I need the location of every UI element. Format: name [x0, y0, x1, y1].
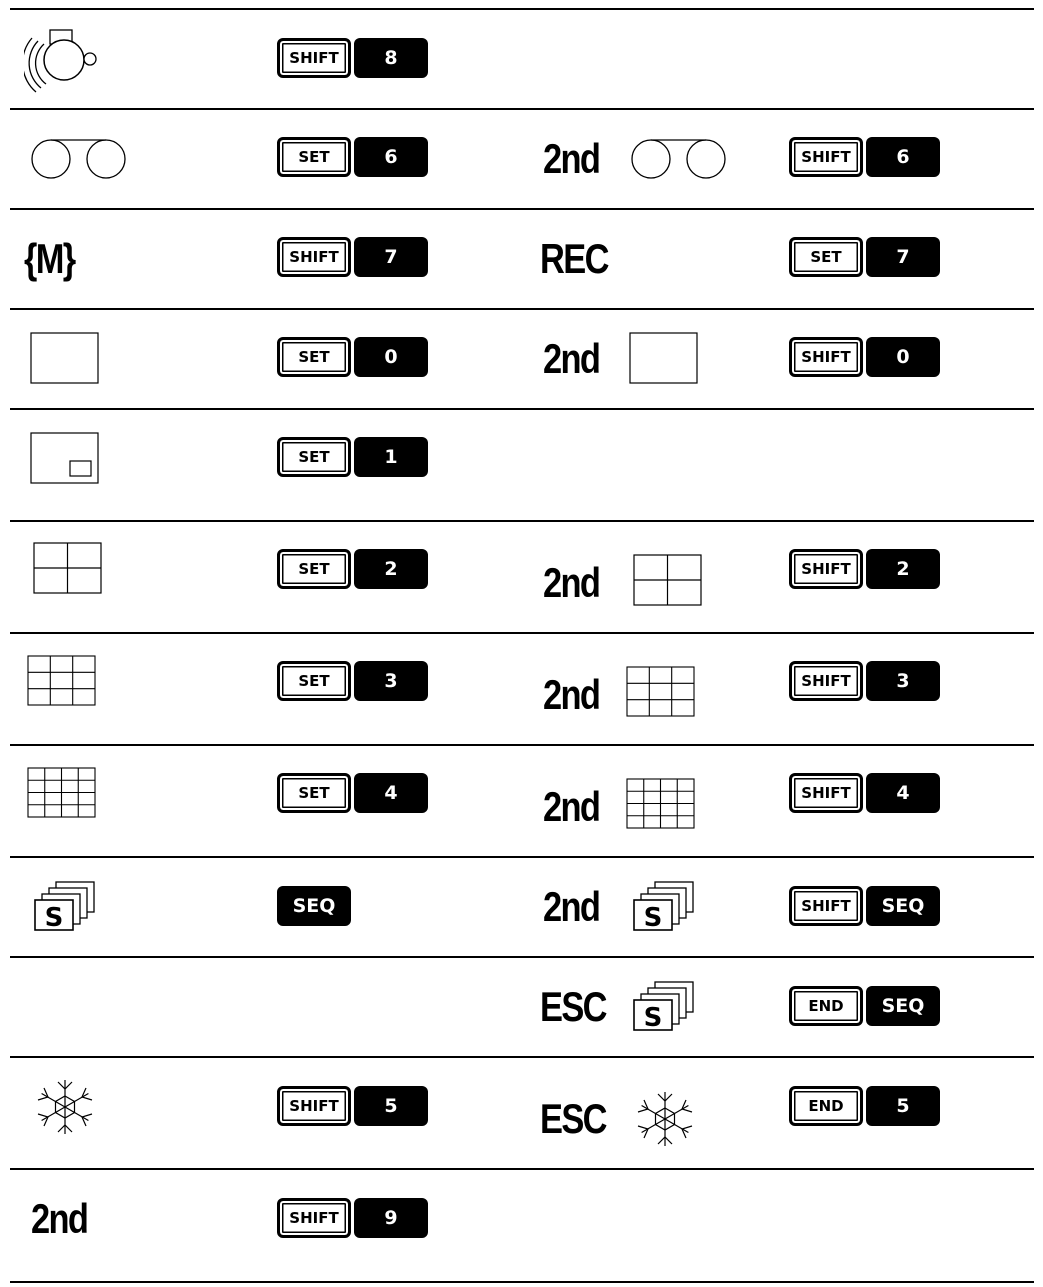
nine-split-icon-wrap: [626, 666, 696, 718]
row-divider: [10, 108, 1034, 110]
sequence-icon: [632, 980, 698, 1034]
number-key[interactable]: 6: [354, 137, 428, 177]
rec-label: REC: [540, 235, 608, 282]
svg-text:S: S: [643, 1003, 663, 1033]
row-divider: [10, 408, 1034, 410]
key-combo: [277, 237, 428, 277]
key-combo: [789, 661, 940, 701]
rec-label-cell: [540, 236, 623, 282]
quad-icon-wrap: [33, 542, 103, 595]
row-divider: [10, 520, 1034, 522]
sixteen-split-icon-wrap: [27, 767, 97, 819]
key-combo: [277, 549, 428, 589]
full-screen-icon: [629, 332, 699, 385]
key-combo: [277, 661, 428, 701]
second-quad-label: [543, 560, 612, 606]
key-combo: [789, 137, 940, 177]
sequence-icon-wrap: [33, 880, 99, 934]
set-key[interactable]: SET: [277, 773, 351, 813]
reels-icon: [630, 136, 728, 182]
second-nine-split-label: [543, 672, 612, 718]
shift-key[interactable]: SHIFT: [789, 661, 863, 701]
number-key[interactable]: 0: [354, 337, 428, 377]
shift-key[interactable]: SHIFT: [789, 886, 863, 926]
set-key[interactable]: SET: [277, 549, 351, 589]
prefix-label: 2nd: [543, 783, 600, 830]
key-combo: [789, 237, 940, 277]
row-divider: [10, 8, 1034, 10]
number-key[interactable]: 8: [354, 38, 428, 78]
quad-split-icon: [33, 542, 103, 595]
shift-key[interactable]: SHIFT: [277, 1198, 351, 1238]
full-screen-icon-wrap: [30, 332, 100, 385]
prefix-label: ESC: [540, 983, 606, 1030]
second-reels-label: [543, 136, 612, 182]
svg-text:S: S: [44, 903, 64, 933]
key-combo: [277, 337, 428, 377]
key-combo: [789, 986, 940, 1026]
prefix-label: 2nd: [543, 883, 600, 930]
row-divider: [10, 1056, 1034, 1058]
key-combo: [277, 773, 428, 813]
sequence-icon: [632, 880, 698, 934]
number-key[interactable]: 2: [866, 549, 940, 589]
row-monitor: [24, 28, 104, 96]
key-combo: [789, 773, 940, 813]
row-divider: [10, 308, 1034, 310]
key-combo: [789, 1086, 940, 1126]
nine-split-icon-wrap: [27, 655, 97, 707]
sixteen-split-icon: [626, 778, 696, 830]
sequence-icon-wrap: [632, 980, 698, 1034]
pip-icon-wrap: [30, 432, 100, 485]
nine-split-icon: [27, 655, 97, 707]
freeze-snowflake-icon: [634, 1090, 696, 1148]
seq-key[interactable]: SEQ: [277, 886, 351, 926]
second-label-cell: [31, 1196, 100, 1242]
second-sequence-label: [543, 884, 612, 930]
second-label: 2nd: [31, 1195, 88, 1242]
prefix-label: ESC: [540, 1095, 606, 1142]
row-divider: [10, 956, 1034, 958]
number-key[interactable]: 4: [354, 773, 428, 813]
freeze-snowflake-icon: [34, 1078, 96, 1136]
quad-icon-wrap: [633, 554, 703, 607]
key-combo: [277, 137, 428, 177]
esc-freeze-label: [540, 1096, 620, 1142]
sixteen-split-icon: [27, 767, 97, 819]
quad-split-icon: [633, 554, 703, 607]
row-divider: [10, 856, 1034, 858]
freeze-icon-wrap: [634, 1090, 696, 1148]
shift-key[interactable]: SHIFT: [789, 137, 863, 177]
number-key[interactable]: 2: [354, 549, 428, 589]
full-screen-icon: [30, 332, 100, 385]
set-key[interactable]: SET: [277, 137, 351, 177]
key-combo: [277, 886, 351, 926]
shift-key[interactable]: SHIFT: [277, 38, 351, 78]
prefix-label: 2nd: [543, 559, 600, 606]
number-key[interactable]: 5: [354, 1086, 428, 1126]
menu-label-cell: [24, 236, 86, 282]
number-key[interactable]: 0: [866, 337, 940, 377]
freeze-icon-wrap: [34, 1078, 96, 1136]
reels-icon-wrap: [630, 136, 728, 182]
set-key[interactable]: SET: [789, 237, 863, 277]
number-key[interactable]: 7: [354, 237, 428, 277]
key-combo: [277, 437, 428, 477]
number-key[interactable]: 6: [866, 137, 940, 177]
row-divider: [10, 1281, 1034, 1283]
end-key[interactable]: END: [789, 1086, 863, 1126]
key-combo: [277, 38, 428, 78]
shift-key[interactable]: SHIFT: [789, 773, 863, 813]
picture-in-picture-icon: [30, 432, 100, 485]
key-combo: [789, 886, 940, 926]
seq-key[interactable]: SEQ: [866, 886, 940, 926]
monitor-icon: [24, 28, 104, 96]
menu-label: {M}: [24, 235, 75, 282]
set-key[interactable]: SET: [277, 661, 351, 701]
set-key[interactable]: SET: [277, 337, 351, 377]
second-sixteen-split-label: [543, 784, 612, 830]
nine-split-icon: [626, 666, 696, 718]
full-screen-icon-wrap: [629, 332, 699, 385]
row-divider: [10, 208, 1034, 210]
row-divider: [10, 1168, 1034, 1170]
end-key[interactable]: END: [789, 986, 863, 1026]
number-key[interactable]: 5: [866, 1086, 940, 1126]
seq-key[interactable]: SEQ: [866, 986, 940, 1026]
shift-key[interactable]: SHIFT: [277, 237, 351, 277]
shift-key[interactable]: SHIFT: [277, 1086, 351, 1126]
sequence-icon-wrap: [632, 880, 698, 934]
set-key[interactable]: SET: [277, 437, 351, 477]
second-full-screen-label: [543, 336, 612, 382]
prefix-label: 2nd: [543, 135, 600, 182]
sequence-icon: [33, 880, 99, 934]
sixteen-split-icon-wrap: [626, 778, 696, 830]
prefix-label: 2nd: [543, 335, 600, 382]
key-combo: [277, 1086, 428, 1126]
prefix-label: 2nd: [543, 671, 600, 718]
key-combo: [277, 1198, 428, 1238]
number-key[interactable]: 3: [866, 661, 940, 701]
shift-key[interactable]: SHIFT: [789, 549, 863, 589]
row-divider: [10, 744, 1034, 746]
row-reels: [30, 136, 128, 182]
key-combo: [789, 337, 940, 377]
esc-sequence-label: [540, 984, 620, 1030]
number-key[interactable]: 9: [354, 1198, 428, 1238]
key-combo: [789, 549, 940, 589]
number-key[interactable]: 4: [866, 773, 940, 813]
number-key[interactable]: 3: [354, 661, 428, 701]
number-key[interactable]: 7: [866, 237, 940, 277]
shift-key[interactable]: SHIFT: [789, 337, 863, 377]
svg-text:S: S: [643, 903, 663, 933]
row-divider: [10, 632, 1034, 634]
number-key[interactable]: 1: [354, 437, 428, 477]
reels-icon: [30, 136, 128, 182]
